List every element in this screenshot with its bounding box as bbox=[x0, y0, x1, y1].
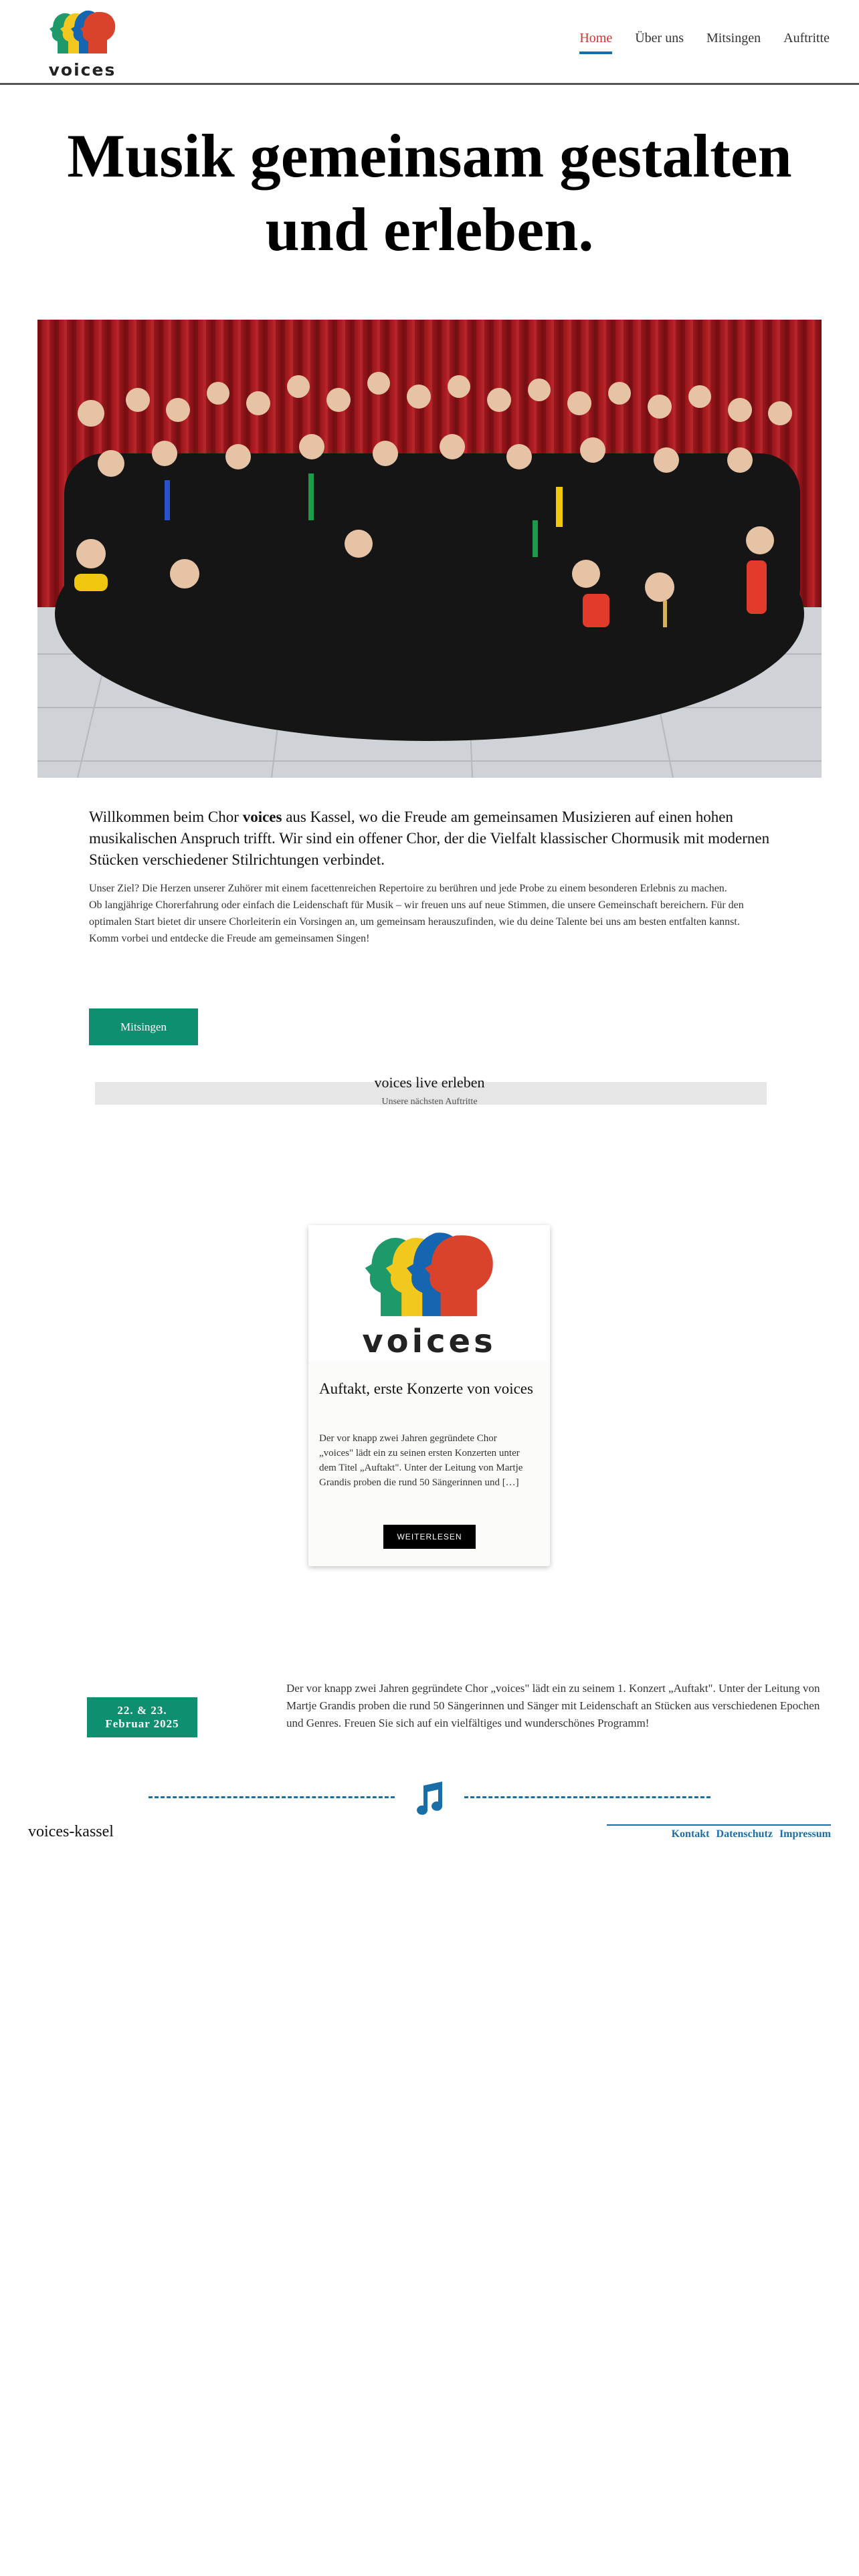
live-section-subtitle: Unsere nächsten Auftritte bbox=[381, 1097, 478, 1107]
music-divider bbox=[149, 1779, 710, 1816]
card-logo-image[interactable] bbox=[308, 1225, 550, 1361]
event-date-line1: 22. & 23. bbox=[117, 1704, 167, 1717]
hero-title-line1: Musik gemeinsam gestalten bbox=[67, 122, 792, 190]
hero-title-line2: und erleben. bbox=[265, 195, 594, 263]
event-date-badge bbox=[87, 1697, 197, 1737]
intro-lead-bold: voices bbox=[242, 809, 282, 825]
logo-heads-icon bbox=[45, 7, 119, 55]
event-date-line2: Februar 2025 bbox=[105, 1717, 179, 1730]
intro-lead bbox=[89, 807, 778, 871]
footer-link-impressum[interactable]: Impressum bbox=[779, 1828, 831, 1840]
logo-wordmark: voices bbox=[48, 60, 116, 80]
mitsingen-button[interactable]: Mitsingen bbox=[89, 1008, 198, 1045]
divider-line-right bbox=[464, 1796, 710, 1798]
site-logo[interactable] bbox=[45, 7, 119, 80]
intro-lead-before: Willkommen beim Chor bbox=[89, 809, 243, 825]
event-card bbox=[308, 1225, 550, 1566]
footer-links bbox=[672, 1828, 831, 1840]
footer-link-kontakt[interactable]: Kontakt bbox=[671, 1828, 710, 1840]
live-section-title: voices live erleben bbox=[374, 1074, 485, 1091]
intro-paragraph-1: Unser Ziel? Die Herzen unserer Zuhörer mit einem facettenreichen Repertoire zu berühren und jede Probe zu einem besonderen Erlebnis zu machen. bbox=[89, 883, 727, 894]
divider-line-left bbox=[149, 1796, 395, 1798]
intro-body bbox=[89, 880, 778, 947]
nav-home[interactable]: Home bbox=[579, 31, 612, 54]
nav-ueber-uns[interactable]: Über uns bbox=[635, 31, 684, 45]
card-excerpt: Der vor knapp zwei Jahren gegründete Chor „voices" lädt ein zu seinen ersten Konzerten unter dem Titel „Auftakt". Unter der Leitung von Martje Grandis proben die rund 50 Sängerinnen und […] bbox=[319, 1433, 523, 1488]
footer-link-datenschutz[interactable]: Datenschutz bbox=[716, 1828, 773, 1840]
event-description: Der vor knapp zwei Jahren gegründete Chor „voices" lädt ein zu seinem 1. Konzert „Auftakt". Unter der Leitung von Martje Grandis proben die rund 50 Sängerinnen und Sänger mit Leidenschaft an Stücken aus verschiedenen Epochen und Genres. Freuen Sie sich auf ein vielfältiges und wunderschönes Programm! bbox=[286, 1682, 820, 1729]
footer-rule bbox=[607, 1824, 831, 1826]
choir-group-photo bbox=[37, 320, 822, 778]
site-header bbox=[0, 0, 859, 85]
nav-auftritte[interactable]: Auftritte bbox=[783, 31, 830, 45]
main-nav bbox=[579, 31, 830, 54]
card-logo-wordmark: voices bbox=[362, 1323, 496, 1360]
choir-photo-image bbox=[37, 320, 822, 778]
card-logo-heads-icon bbox=[355, 1225, 502, 1319]
weiterlesen-button[interactable]: WEITERLESEN bbox=[383, 1525, 476, 1549]
hero-title bbox=[0, 119, 859, 266]
intro-paragraph-3: Komm vorbei und entdecke die Freude am gemeinsamen Singen! bbox=[89, 933, 370, 944]
nav-mitsingen[interactable]: Mitsingen bbox=[706, 31, 761, 45]
footer-brand: voices-kassel bbox=[28, 1823, 114, 1840]
intro-paragraph-2: Ob langjährige Chorerfahrung oder einfach die Leidenschaft für Musik – wir freuen uns auf neue Stimmen, die unsere Gemeinschaft bereichern. Für den optimalen Start bietet dir unsere Chorleiterin ein Vorsingen an, um gemeinsam herauszufinden, wie du deine Talente bei uns am besten entfalten kannst. bbox=[89, 899, 744, 928]
card-title[interactable]: Auftakt, erste Konzerte von voices bbox=[319, 1380, 533, 1397]
music-note-icon bbox=[411, 1779, 448, 1816]
intro-lead-after: aus Kassel, wo die Freude am gemeinsamen Musizieren auf einen hohen musikalischen Anspruch trifft. Wir sind ein offener Chor, der die Vielfalt klassischer Chormusik mit modernen Stücken verschiedener Stilrichtungen verbindet. bbox=[89, 809, 770, 868]
